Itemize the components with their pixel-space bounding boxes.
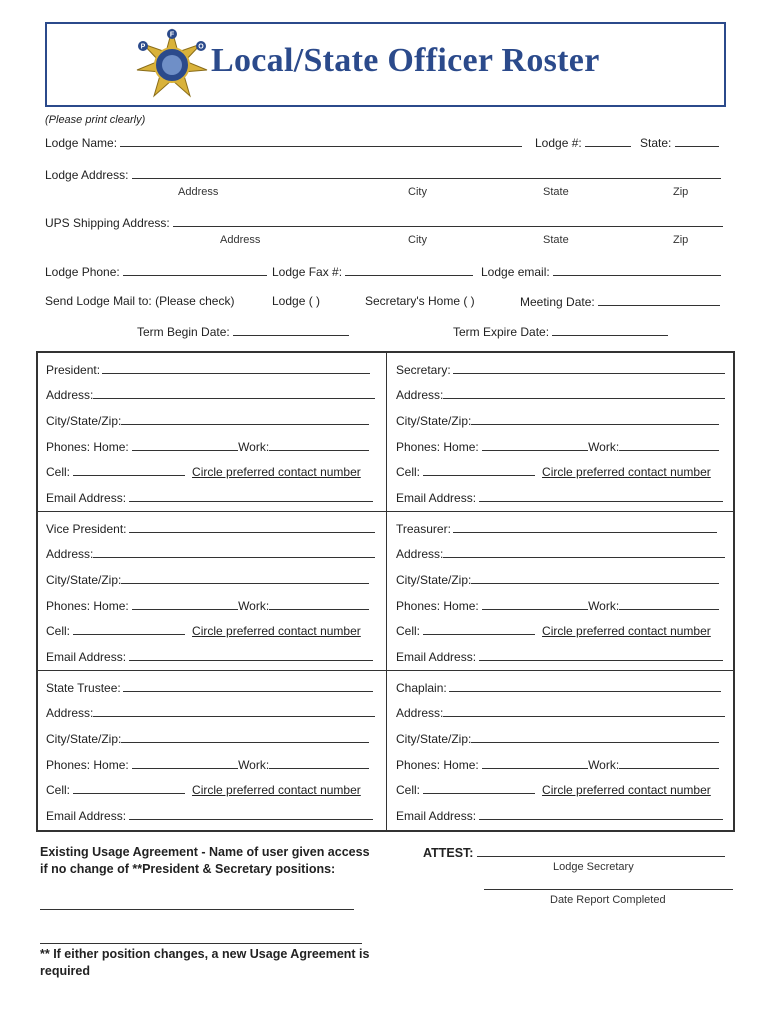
preferred-contact-note: Circle preferred contact number (192, 783, 361, 797)
cell-phone-label: Cell: (46, 783, 71, 797)
work-phone-label: Work: (238, 599, 270, 613)
preferred-contact-note: Circle preferred contact number (542, 465, 711, 479)
officer-title: Treasurer: (396, 522, 451, 536)
home-phone-label: Phones: Home: (396, 758, 479, 772)
officer-row (396, 521, 717, 536)
state-sublabel: State (543, 186, 569, 198)
officer-title: State Trustee: (46, 681, 121, 695)
term-expire-field[interactable] (552, 324, 668, 336)
officer-cell-3 (38, 512, 387, 671)
lodge-email-row (481, 264, 721, 279)
lodge-address-field[interactable] (132, 167, 721, 179)
city-state-zip-field[interactable] (471, 731, 719, 743)
address-field[interactable] (443, 546, 725, 558)
usage-note-line-1: ** If either position changes, a new Usage Agreement is (40, 947, 370, 961)
address-field[interactable] (93, 705, 375, 717)
lodge-fax-label: Lodge Fax #: (272, 265, 343, 279)
work-phone-label: Work: (588, 440, 620, 454)
usage-line-1: Existing Usage Agreement - Name of user given access (40, 845, 370, 859)
work-phone-field[interactable] (619, 439, 719, 451)
officer-row (396, 572, 719, 587)
meeting-date-row (520, 294, 720, 309)
lodge-name-label: Lodge Name: (45, 136, 118, 150)
ups-state-sublabel: State (543, 234, 569, 246)
email-field[interactable] (479, 649, 723, 661)
email-label: Email Address: (46, 491, 127, 505)
email-field[interactable] (129, 490, 373, 502)
officer-row (396, 413, 719, 428)
term-expire-label: Term Expire Date: (453, 325, 550, 339)
officer-row (396, 546, 725, 561)
officer-row (46, 413, 369, 428)
officer-row (396, 598, 719, 613)
officer-cell-5 (38, 671, 387, 830)
address-label: Address: (396, 547, 444, 561)
home-phone-label: Phones: Home: (46, 440, 129, 454)
city-state-zip-field[interactable] (121, 572, 369, 584)
address-field[interactable] (443, 387, 725, 399)
term-begin-row (137, 324, 349, 339)
address-label: Address: (396, 706, 444, 720)
officer-row (46, 439, 369, 454)
officer-row (46, 680, 373, 695)
officer-name-field[interactable] (123, 680, 373, 692)
officer-row (396, 705, 725, 720)
officer-row (46, 572, 369, 587)
officer-row (46, 362, 370, 377)
mail-preference-label: Send Lodge Mail to: (Please check) (45, 294, 235, 308)
ups-zip-sublabel: Zip (673, 234, 689, 246)
term-begin-label: Term Begin Date: (137, 325, 230, 339)
officer-row (46, 705, 375, 720)
fop-seal-icon (135, 28, 209, 102)
officer-row (396, 649, 723, 664)
officer-row (396, 623, 711, 638)
email-label: Email Address: (396, 809, 477, 823)
home-phone-label: Phones: Home: (46, 599, 129, 613)
cell-phone-label: Cell: (46, 624, 71, 638)
print-note: (Please print clearly) (45, 114, 146, 126)
officer-row (396, 757, 719, 772)
ups-address-sublabel: Address (220, 234, 261, 246)
work-phone-field[interactable] (619, 598, 719, 610)
lodge-email-field[interactable] (553, 264, 721, 276)
home-phone-field[interactable] (482, 439, 588, 451)
officer-name-field[interactable] (453, 362, 725, 374)
officer-row (396, 680, 721, 695)
address-field[interactable] (443, 705, 725, 717)
city-state-zip-label: City/State/Zip: (46, 414, 122, 428)
address-sublabel: Address (178, 186, 219, 198)
home-phone-field[interactable] (482, 598, 588, 610)
title-box (45, 22, 726, 107)
city-state-zip-label: City/State/Zip: (396, 414, 472, 428)
cell-phone-field[interactable] (73, 782, 185, 794)
email-field[interactable] (129, 649, 373, 661)
page-title: Local/State Officer Roster (211, 42, 600, 79)
usage-note-line-2: required (40, 964, 91, 978)
date-report-caption: Date Report Completed (550, 894, 666, 906)
city-state-zip-field[interactable] (121, 413, 369, 425)
lodge-address-row (45, 167, 721, 182)
lodge-secretary-caption: Lodge Secretary (553, 861, 634, 873)
work-phone-field[interactable] (269, 439, 369, 451)
city-state-zip-label: City/State/Zip: (46, 573, 122, 587)
officer-row (46, 387, 375, 402)
city-state-zip-label: City/State/Zip: (396, 573, 472, 587)
email-label: Email Address: (396, 650, 477, 664)
email-label: Email Address: (46, 809, 127, 823)
city-state-zip-field[interactable] (471, 572, 719, 584)
officer-row (46, 808, 373, 823)
lodge-name-field[interactable] (120, 135, 522, 147)
officer-row (396, 490, 723, 505)
officer-row (46, 623, 361, 638)
officer-title: President: (46, 363, 101, 377)
attest-row (423, 845, 725, 860)
cell-phone-label: Cell: (396, 465, 421, 479)
lodge-number-row (535, 135, 631, 150)
officer-title: Vice President: (46, 522, 127, 536)
officer-cell-2 (388, 353, 737, 512)
work-phone-label: Work: (588, 599, 620, 613)
address-label: Address: (46, 706, 94, 720)
work-phone-label: Work: (238, 440, 270, 454)
lodge-fax-field[interactable] (345, 264, 473, 276)
meeting-date-field[interactable] (598, 294, 720, 306)
officer-cell-1 (38, 353, 387, 512)
address-label: Address: (46, 547, 94, 561)
lodge-state-field[interactable] (675, 135, 719, 147)
home-phone-label: Phones: Home: (396, 599, 479, 613)
email-field[interactable] (479, 490, 723, 502)
officer-name-field[interactable] (102, 362, 370, 374)
officer-row (46, 464, 361, 479)
lodge-state-label: State: (640, 136, 672, 150)
cell-phone-field[interactable] (423, 782, 535, 794)
city-state-zip-label: City/State/Zip: (46, 732, 122, 746)
work-phone-field[interactable] (619, 757, 719, 769)
officer-row (396, 464, 711, 479)
email-label: Email Address: (396, 491, 477, 505)
lodge-email-label: Lodge email: (481, 265, 550, 279)
officer-name-field[interactable] (453, 521, 717, 533)
lodge-number-label: Lodge #: (535, 136, 582, 150)
email-field[interactable] (479, 808, 723, 820)
date-report-line[interactable] (484, 889, 733, 890)
officer-row (46, 546, 375, 561)
officer-row (396, 782, 711, 797)
seal-letter-p: P (140, 43, 146, 51)
usage-user-line-2[interactable] (40, 943, 362, 944)
officer-row (46, 598, 369, 613)
preferred-contact-note: Circle preferred contact number (192, 465, 361, 479)
home-phone-field[interactable] (132, 598, 238, 610)
officer-cell-6 (388, 671, 737, 830)
officer-cell-4 (388, 512, 737, 671)
work-phone-label: Work: (588, 758, 620, 772)
seal-letter-o: O (198, 43, 204, 51)
ups-address-row (45, 215, 723, 230)
preferred-contact-note: Circle preferred contact number (542, 783, 711, 797)
lodge-state-row (640, 135, 719, 150)
home-phone-field[interactable] (482, 757, 588, 769)
work-phone-field[interactable] (269, 598, 369, 610)
work-phone-field[interactable] (269, 757, 369, 769)
meeting-date-label: Meeting Date: (520, 295, 595, 309)
usage-user-line-1[interactable] (40, 909, 354, 910)
home-phone-label: Phones: Home: (46, 758, 129, 772)
officer-title: Secretary: (396, 363, 451, 377)
cell-phone-field[interactable] (73, 464, 185, 476)
lodge-address-label: Lodge Address: (45, 168, 129, 182)
officer-title: Chaplain: (396, 681, 447, 695)
term-begin-field[interactable] (233, 324, 349, 336)
city-state-zip-field[interactable] (121, 731, 369, 743)
mail-secretary-checkbox[interactable]: Secretary's Home ( ) (365, 294, 475, 308)
lodge-phone-label: Lodge Phone: (45, 265, 120, 279)
home-phone-field[interactable] (132, 439, 238, 451)
email-label: Email Address: (46, 650, 127, 664)
address-field[interactable] (93, 546, 375, 558)
officer-row (396, 439, 719, 454)
cell-phone-field[interactable] (423, 623, 535, 635)
cell-phone-label: Cell: (396, 624, 421, 638)
officer-row (46, 521, 375, 536)
officer-row (396, 362, 725, 377)
cell-phone-label: Cell: (396, 783, 421, 797)
address-field[interactable] (93, 387, 375, 399)
officer-row (396, 731, 719, 746)
officer-row (396, 808, 723, 823)
work-phone-label: Work: (238, 758, 270, 772)
home-phone-label: Phones: Home: (396, 440, 479, 454)
cell-phone-field[interactable] (73, 623, 185, 635)
lodge-fax-row (272, 264, 473, 279)
city-state-zip-field[interactable] (471, 413, 719, 425)
seal-letter-f: F (169, 31, 175, 39)
cell-phone-field[interactable] (423, 464, 535, 476)
mail-lodge-checkbox[interactable]: Lodge ( ) (272, 294, 321, 308)
home-phone-field[interactable] (132, 757, 238, 769)
attest-signature-field[interactable] (477, 845, 725, 857)
lodge-name-row (45, 135, 522, 150)
preferred-contact-note: Circle preferred contact number (542, 624, 711, 638)
cell-phone-label: Cell: (46, 465, 71, 479)
zip-sublabel: Zip (673, 186, 689, 198)
ups-address-label: UPS Shipping Address: (45, 216, 170, 230)
officer-name-field[interactable] (449, 680, 721, 692)
officer-row (396, 387, 725, 402)
lodge-phone-row (45, 264, 267, 279)
preferred-contact-note: Circle preferred contact number (192, 624, 361, 638)
attest-label: ATTEST: (423, 846, 474, 860)
email-field[interactable] (129, 808, 373, 820)
officer-grid (36, 351, 735, 832)
officer-row (46, 490, 373, 505)
officer-row (46, 731, 369, 746)
lodge-phone-field[interactable] (123, 264, 267, 276)
officer-row (46, 782, 361, 797)
address-label: Address: (46, 388, 94, 402)
city-sublabel: City (408, 186, 427, 198)
term-expire-row (453, 324, 668, 339)
address-label: Address: (396, 388, 444, 402)
ups-address-field[interactable] (173, 215, 723, 227)
officer-row (46, 757, 369, 772)
officer-row (46, 649, 373, 664)
usage-line-2: if no change of **President & Secretary positions: (40, 862, 336, 876)
city-state-zip-label: City/State/Zip: (396, 732, 472, 746)
ups-city-sublabel: City (408, 234, 427, 246)
officer-name-field[interactable] (129, 521, 375, 533)
lodge-number-field[interactable] (585, 135, 631, 147)
